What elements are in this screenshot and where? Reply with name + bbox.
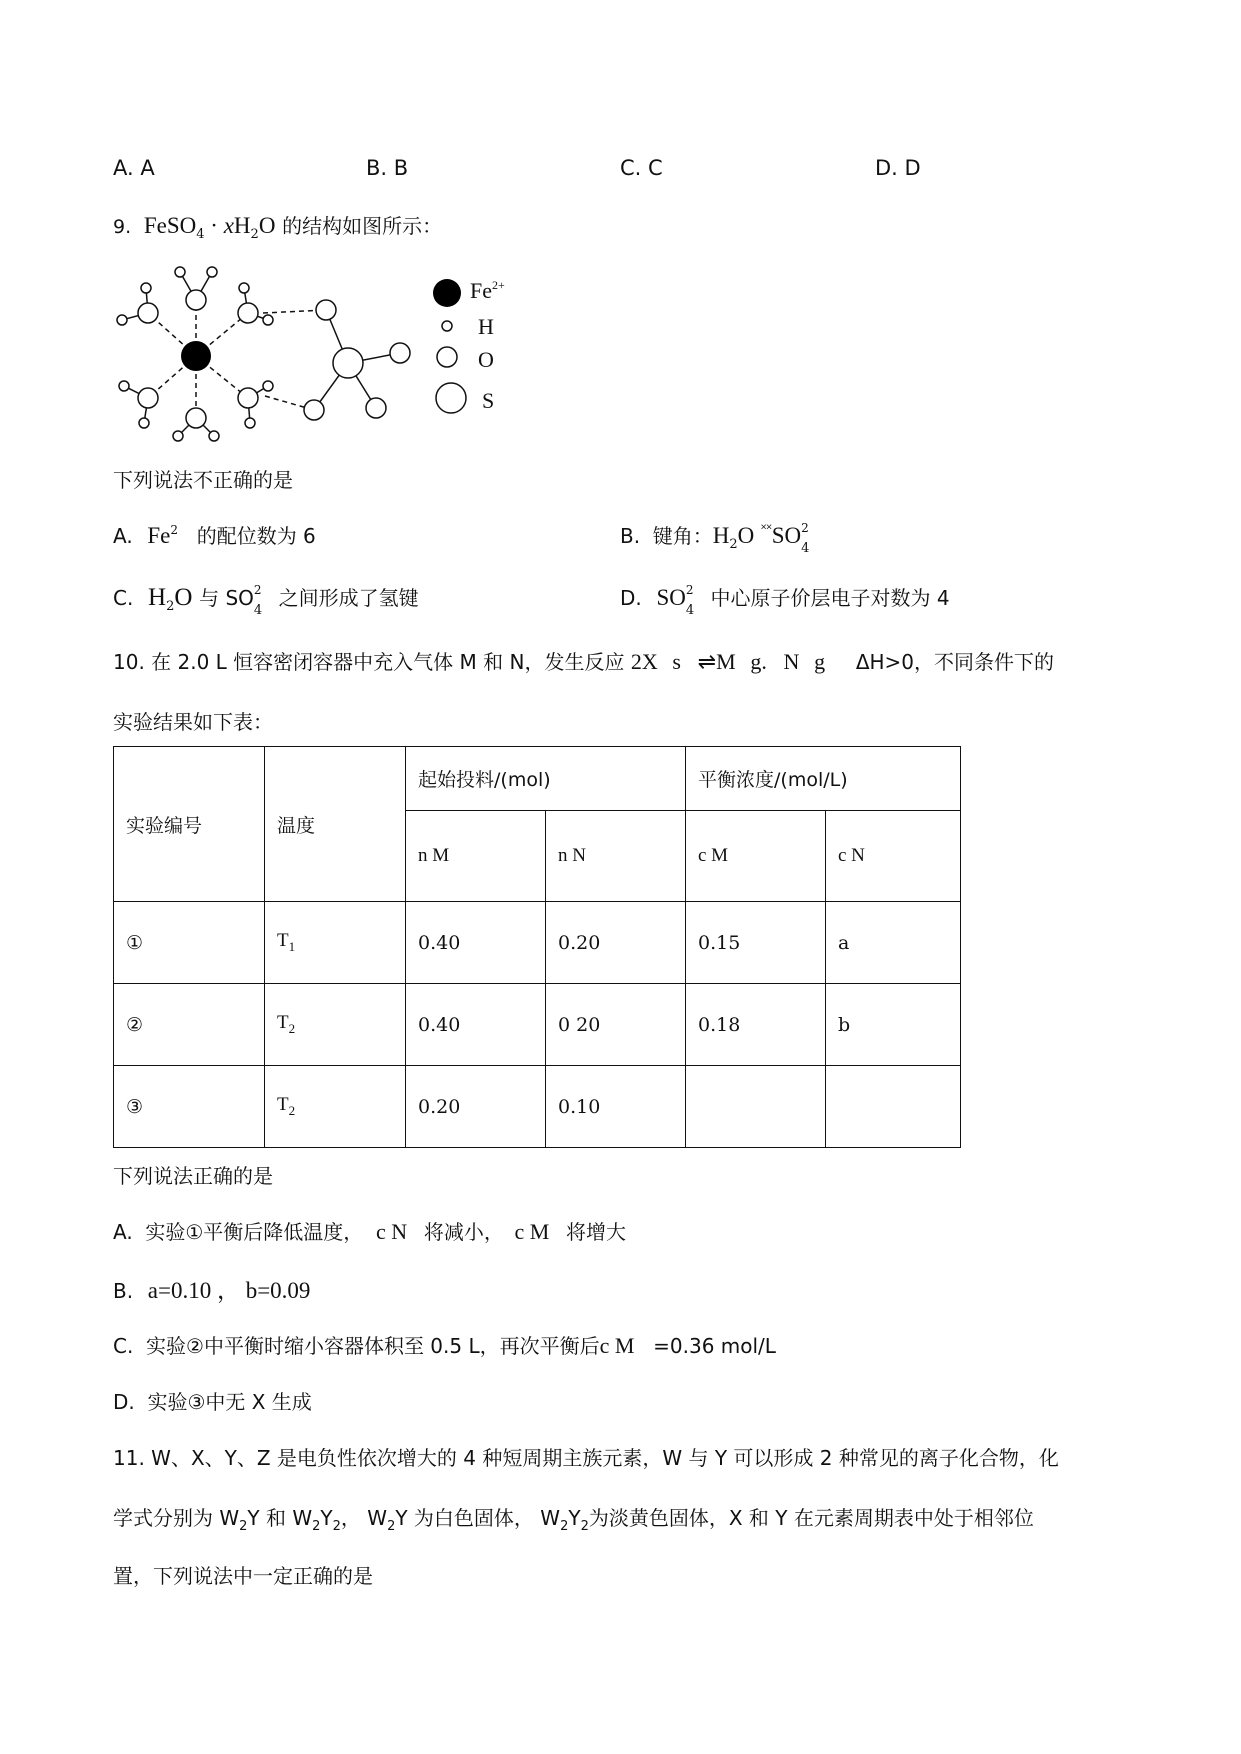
q9-option-b: B. 键角：$H_2O$ ˟˟SO 2 4 (620, 521, 810, 556)
cell-n-m: 0.40 (406, 984, 546, 1066)
question-9-stem: 9. FeSO$_4$ · $xH_2O$ 的结构如图所示： (113, 213, 443, 242)
legend-fe: $Fe^{2+}$ (470, 278, 505, 303)
q9-option-c: C. $H_2O$ 与 SO 2 4 之间形成了氢键 (113, 583, 419, 618)
cell-c-n: a (826, 902, 961, 984)
cell-temp: $T_1$ (265, 902, 406, 984)
feso4-structure-diagram (108, 258, 528, 458)
option-b-q8: B. B (366, 156, 409, 180)
cell-n-m: 0.20 (406, 1066, 546, 1148)
header-equilibrium-conc: 平衡浓度/(mol/L) (686, 747, 961, 811)
legend-h: H (478, 314, 494, 339)
q10-option-d: D. 实验③中无 X 生成 (113, 1390, 312, 1414)
q10-option-c: C. 实验②中平衡时缩小容器体积至 0.5 L，再次平衡后c M =0.36 mol/L (113, 1333, 776, 1358)
cell-c-m: 0.18 (686, 984, 826, 1066)
legend-s: S (482, 388, 495, 413)
cell-c-m (686, 1066, 826, 1148)
option-d-q8: D. D (875, 156, 921, 180)
header-n-m: n M (406, 811, 546, 902)
q9-option-a: A. Fe$^2$ 的配位数为 6 (113, 523, 316, 548)
option-a-q8: A. A (113, 156, 155, 180)
cell-n-n: 0.20 (546, 902, 686, 984)
question-10-prompt: 下列说法正确的是 (113, 1164, 273, 1188)
question-11-line2: 学式分别为 $W_2Y$ 和 $W_2Y_2$， $W_2Y$ 为白色固体， $W_2Y_2$为淡黄色固体，X 和 Y 在元素周期表中处于相邻位 (113, 1506, 1034, 1534)
table-row (114, 902, 961, 984)
header-c-n: c N (826, 811, 961, 902)
experiment-table (113, 746, 961, 1148)
header-c-m: c M (686, 811, 826, 902)
cell-n-n: 0.10 (546, 1066, 686, 1148)
cell-exp-no: ③ (114, 1066, 265, 1148)
header-exp-no: 实验编号 (114, 747, 265, 902)
cell-exp-no: ② (114, 984, 265, 1066)
table-row (114, 1066, 961, 1148)
legend-o: O (478, 347, 494, 372)
q10-option-b: B. a=0.10 ， b=0.09 (113, 1278, 311, 1303)
q9-option-d: D. SO 2 4 中心原子价层电子对数为 4 (620, 583, 950, 618)
option-c-q8: C. C (620, 156, 663, 180)
header-n-n: n N (546, 811, 686, 902)
question-11-line3: 置，下列说法中一定正确的是 (113, 1564, 373, 1588)
cell-c-n: b (826, 984, 961, 1066)
header-temperature: 温度 (265, 747, 406, 902)
cell-temp: $T_2$ (265, 1066, 406, 1148)
cell-n-m: 0.40 (406, 902, 546, 984)
cell-temp: $T_2$ (265, 984, 406, 1066)
header-initial-amount: 起始投料/(mol) (406, 747, 686, 811)
cell-c-n (826, 1066, 961, 1148)
cell-n-n: 0 20 (546, 984, 686, 1066)
cell-c-m: 0.15 (686, 902, 826, 984)
q10-option-a: A. 实验①平衡后降低温度， c N 将减小， c M 将增大 (113, 1219, 627, 1244)
table-row (114, 984, 961, 1066)
question-11-line1: 11. W、X、Y、Z 是电负性依次增大的 4 种短周期主族元素，W 与 Y 可以形成 2 种常见的离子化合物，化 (113, 1446, 1059, 1470)
question-10-line2: 实验结果如下表： (113, 710, 273, 734)
question-10-line1: 10. 在 2.0 L 恒容密闭容器中充入气体 M 和 N，发生反应 2X s ⇌M g. N g ΔH>0，不同条件下的 (113, 649, 1055, 674)
cell-exp-no: ① (114, 902, 265, 984)
question-9-prompt: 下列说法不正确的是 (113, 468, 293, 492)
